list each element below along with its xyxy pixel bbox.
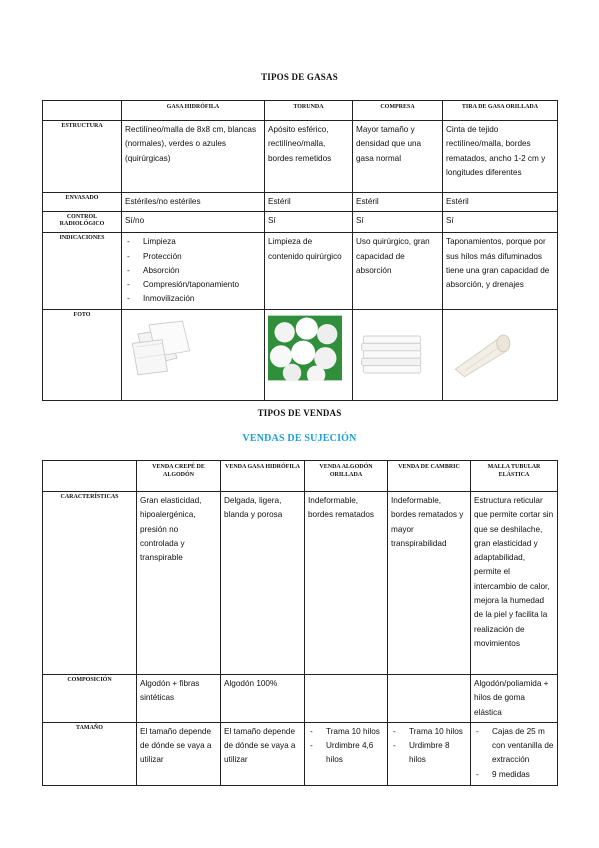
gasas-header: TORUNDA (265, 101, 353, 121)
gasas-row-control (43, 212, 558, 233)
list-item: - Urdimbre 8 hilos (391, 739, 467, 768)
table-cell (388, 675, 471, 723)
row-label: INDICACIONES (43, 233, 122, 309)
table-cell: Limpieza de contenido quirúrgico (265, 233, 353, 309)
list-item: - Compresión/taponamiento (125, 278, 261, 292)
table-cell: Estéril (443, 193, 558, 212)
gasas-title: TIPOS DE GASAS (261, 72, 338, 82)
tamano-list (474, 725, 554, 782)
row-label: CARACTERÍSTICAS (43, 492, 137, 675)
table-cell: Estéril (353, 193, 443, 212)
list-item: - 9 medidas (474, 768, 554, 782)
table-cell: Mayor tamaño y densidad que una gasa normal (353, 121, 443, 193)
tamano-list (308, 725, 384, 768)
table-cell: Algodón 100% (221, 675, 305, 723)
table-cell: Indeformable, bordes rematados (305, 492, 388, 675)
table-cell: El tamaño depende de dónde se vaya a utilizar (221, 722, 305, 785)
table-cell: Algodón/poliamida + hilos de goma elástica (471, 675, 558, 723)
table-cell: Indeformable, bordes rematados y mayor transpirabilidad (388, 492, 471, 675)
photo-cell (443, 309, 558, 400)
list-item: - Protección (125, 250, 261, 264)
table-cell (471, 722, 558, 785)
table-cell: Rectilíneo/malla de 8x8 cm, blancas (normales), verdes o azules (quirúrgicas) (122, 121, 265, 193)
table-cell: Cinta de tejido rectilíneo/malla, bordes rematados, ancho 1-2 cm y longitudes diferentes (443, 121, 558, 193)
table-cell (305, 722, 388, 785)
gasas-row-envasado (43, 193, 558, 212)
indicaciones-list (125, 235, 261, 306)
row-label: ESTRUCTURA (43, 121, 122, 193)
vendas-corner-cell (43, 461, 137, 492)
vendas-row-tamano (43, 722, 558, 785)
vendas-subtitle: VENDAS DE SUJECIÓN (242, 433, 357, 444)
table-cell (305, 675, 388, 723)
photo-cell (122, 309, 265, 400)
vendas-header: VENDA CREPÉ DE ALGODÓN (137, 461, 221, 492)
table-cell: Taponamientos, porque por sus hilos más difuminados tiene una gran capacidad de absorción, y drenajes (443, 233, 558, 309)
list-item: - Inmovilización (125, 292, 261, 306)
table-cell: Apósito esférico, rectilíneo/malla, bordes remetidos (265, 121, 353, 193)
gasas-corner-cell (43, 101, 122, 121)
list-item: - Urdimbre 4,6 hilos (308, 739, 384, 768)
photo-cell (265, 309, 353, 400)
gasas-table (42, 100, 558, 401)
vendas-row-caracteristicas (43, 492, 558, 675)
vendas-header-row (43, 461, 558, 492)
table-cell: Sí (353, 212, 443, 233)
list-item: - Limpieza (125, 235, 261, 249)
gasas-row-estructura (43, 121, 558, 193)
vendas-row-composicion (43, 675, 558, 723)
row-label: COMPOSICIÓN (43, 675, 137, 723)
table-cell: Estructura reticular que permite cortar sin que se deshilache, gran elasticidad y adaptabilidad, permite el intercambio de calor, mejora la humedad de la piel y facilita la realización de movimientos (471, 492, 558, 675)
row-label: ENVASADO (43, 193, 122, 212)
vendas-header: MALLA TUBULAR ELÁSTICA (471, 461, 558, 492)
list-item: - Trama 10 hilos (308, 725, 384, 739)
table-cell: Sí (443, 212, 558, 233)
vendas-title: TIPOS DE VENDAS (257, 408, 342, 418)
row-label: FOTO (43, 309, 122, 400)
gasas-header-row (43, 101, 558, 121)
gasas-header: GASA HIDRÓFILA (122, 101, 265, 121)
gauze-pads-photo (125, 315, 199, 381)
list-item: - Trama 10 hilos (391, 725, 467, 739)
row-label: CONTROL RADIOLÓGICO (43, 212, 122, 233)
table-cell (388, 722, 471, 785)
tamano-list (391, 725, 467, 768)
table-cell: Sí/no (122, 212, 265, 233)
cotton-balls-photo (268, 315, 342, 381)
list-item: - Cajas de 25 m con ventanilla de extracción (474, 725, 554, 768)
vendas-header: VENDA ALGODÓN ORILLADA (305, 461, 388, 492)
table-cell: Estéril (265, 193, 353, 212)
table-cell: Uso quirúrgico, gran capacidad de absorción (353, 233, 443, 309)
gasas-header: COMPRESA (353, 101, 443, 121)
row-label: TAMAÑO (43, 722, 137, 785)
vendas-header: VENDA DE CAMBRIC (388, 461, 471, 492)
vendas-header: VENDA GASA HIDRÓFILA (221, 461, 305, 492)
gasas-row-foto (43, 309, 558, 400)
table-cell: Sí (265, 212, 353, 233)
gauze-roll-photo (446, 315, 520, 381)
list-item: - Absorción (125, 264, 261, 278)
table-cell: Delgada, ligera, blanda y porosa (221, 492, 305, 675)
gasas-header: TIRA DE GASA ORILLADA (443, 101, 558, 121)
table-cell: Gran elasticidad, hipoalergénica, presión no controlada y transpirable (137, 492, 221, 675)
table-cell: Estériles/no estériles (122, 193, 265, 212)
table-cell: Algodón + fibras sintéticas (137, 675, 221, 723)
gasas-row-indicaciones (43, 233, 558, 309)
vendas-table (42, 460, 558, 786)
table-cell (122, 233, 265, 309)
photo-cell (353, 309, 443, 400)
table-cell: El tamaño depende de dónde se vaya a utilizar (137, 722, 221, 785)
compress-stack-photo (356, 315, 430, 381)
